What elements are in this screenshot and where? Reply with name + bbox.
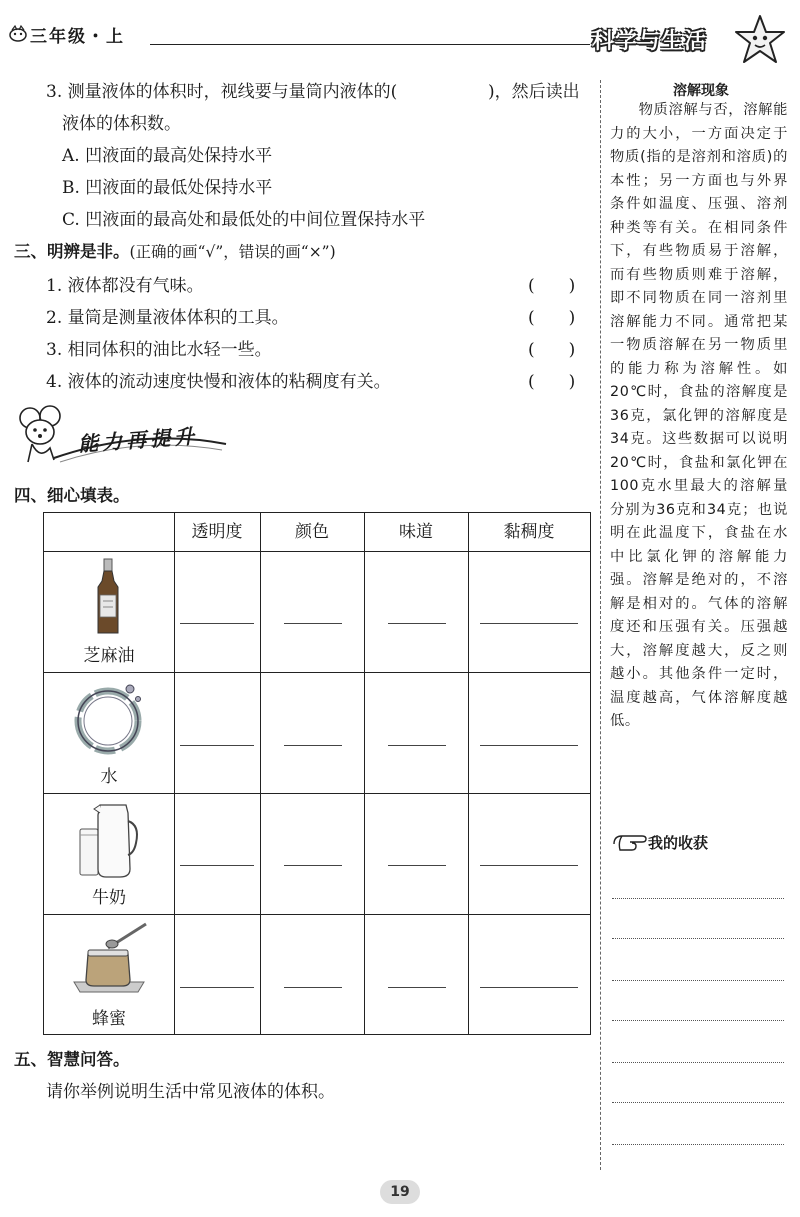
blank-sesame-oil-transparency[interactable] (180, 623, 254, 624)
blank-milk-color[interactable] (284, 865, 342, 866)
q3-option-a[interactable]: A. 凹液面的最高处保持水平 (62, 146, 273, 166)
q3-stem-cont: 液体的体积数。 (62, 114, 181, 134)
water-ring-icon (70, 679, 146, 763)
header-rule (150, 44, 590, 45)
blank-honey-color[interactable] (284, 987, 342, 988)
harvest-line-1[interactable] (612, 898, 784, 899)
tf-item-3: 3. 相同体积的油比水轻一些。 (46, 340, 272, 360)
section4-title: 四、细心填表。 (14, 486, 130, 505)
harvest-line-3[interactable] (612, 980, 784, 981)
blank-milk-transparency[interactable] (180, 865, 254, 866)
tf-item-4: 4. 液体的流动速度快慢和液体的粘稠度有关。 (46, 372, 391, 392)
blank-sesame-oil-color[interactable] (284, 623, 342, 624)
header-transparency: 透明度 (191, 522, 243, 542)
properties-table (43, 512, 591, 1035)
series-title: 科学与生活 (592, 29, 708, 54)
blank-water-taste[interactable] (388, 745, 446, 746)
blank-honey-viscosity[interactable] (480, 987, 578, 988)
blank-milk-viscosity[interactable] (480, 865, 578, 866)
blank-honey-taste[interactable] (388, 987, 446, 988)
row-name-water: 水 (100, 767, 118, 787)
section5-title: 五、智慧问答。 (14, 1050, 130, 1069)
blank-water-transparency[interactable] (180, 745, 254, 746)
header-viscosity: 黏稠度 (503, 522, 555, 542)
tf-item-1: 1. 液体都没有气味。 (46, 276, 204, 296)
blank-sesame-oil-taste[interactable] (388, 623, 446, 624)
sesame-oil-bottle-icon (92, 557, 124, 639)
blank-water-viscosity[interactable] (480, 745, 578, 746)
harvest-line-6[interactable] (612, 1102, 784, 1103)
star-mascot-icon (732, 14, 788, 70)
harvest-label: 我的收获 (648, 834, 709, 852)
sidebar-divider (600, 80, 601, 1170)
row-name-milk: 牛奶 (92, 888, 126, 908)
row-name-sesame-oil: 芝麻油 (83, 646, 135, 666)
blank-water-color[interactable] (284, 745, 342, 746)
milk-jug-icon (76, 799, 142, 883)
grade-label: 三年级・上 (30, 27, 125, 47)
tf-answer-2[interactable]: ( ) (528, 308, 576, 328)
harvest-line-7[interactable] (612, 1144, 784, 1145)
sidebar-text: 物质溶解与否，溶解能力的大小，一方面决定于物质(指的是溶剂和溶质)的本性；另一方面也与外界条件如温度、压强、溶剂种类等有关。在相同条件下，有些物质易于溶解，而有些物质则难于溶解，即不同物质在同一溶剂里溶解能力不同。通常把某一物质溶解在另一物质里的能力称为溶解性。如20℃时，食盐的溶解度是36克，氯化钾的溶解度是34克。这些数据可以说明20℃时，食盐和氯化钾在100克水里最大的溶解量分别为36克和34克；也说明在此温度下，食盐在水中比氯化钾的溶解能力强。溶解是绝对的，不溶解是相对的。气体的溶解度还和压强有关。压强越大，溶解度越大，反之则越小。其他条件一定时，温度越高，气体溶解度越低。 (610, 102, 788, 729)
section5-question: 请你举例说明生活中常见液体的体积。 (46, 1082, 335, 1102)
honey-jar-icon (68, 918, 150, 1002)
q3-stem: 3. 测量液体的体积时，视线要与量筒内液体的( (46, 82, 398, 102)
harvest-line-5[interactable] (612, 1062, 784, 1063)
tf-item-2: 2. 量筒是测量液体体积的工具。 (46, 308, 289, 328)
mascot-small-icon (8, 24, 28, 46)
sidebar-title: 溶解现象 (673, 83, 729, 99)
q3-stem-end: )，然后读出 (488, 82, 580, 102)
header-color: 颜色 (295, 522, 329, 542)
section3-note: (正确的画“√”，错误的画“×”) (129, 243, 336, 261)
page-number: 19 (380, 1180, 420, 1204)
harvest-line-4[interactable] (612, 1020, 784, 1021)
section3-title: 三、明辨是非。 (14, 242, 130, 261)
pointing-hand-icon (612, 832, 648, 858)
tf-answer-1[interactable]: ( ) (528, 276, 576, 296)
banner-label: 能力再提升 (77, 423, 199, 457)
blank-milk-taste[interactable] (388, 865, 446, 866)
row-name-honey: 蜂蜜 (92, 1009, 126, 1029)
q3-option-c[interactable]: C. 凹液面的最高处和最低处的中间位置保持水平 (62, 210, 426, 230)
q3-option-b[interactable]: B. 凹液面的最低处保持水平 (62, 178, 273, 198)
header-taste: 味道 (399, 522, 433, 542)
tf-answer-4[interactable]: ( ) (528, 372, 576, 392)
blank-honey-transparency[interactable] (180, 987, 254, 988)
blank-sesame-oil-viscosity[interactable] (480, 623, 578, 624)
tf-answer-3[interactable]: ( ) (528, 340, 576, 360)
harvest-line-2[interactable] (612, 938, 784, 939)
